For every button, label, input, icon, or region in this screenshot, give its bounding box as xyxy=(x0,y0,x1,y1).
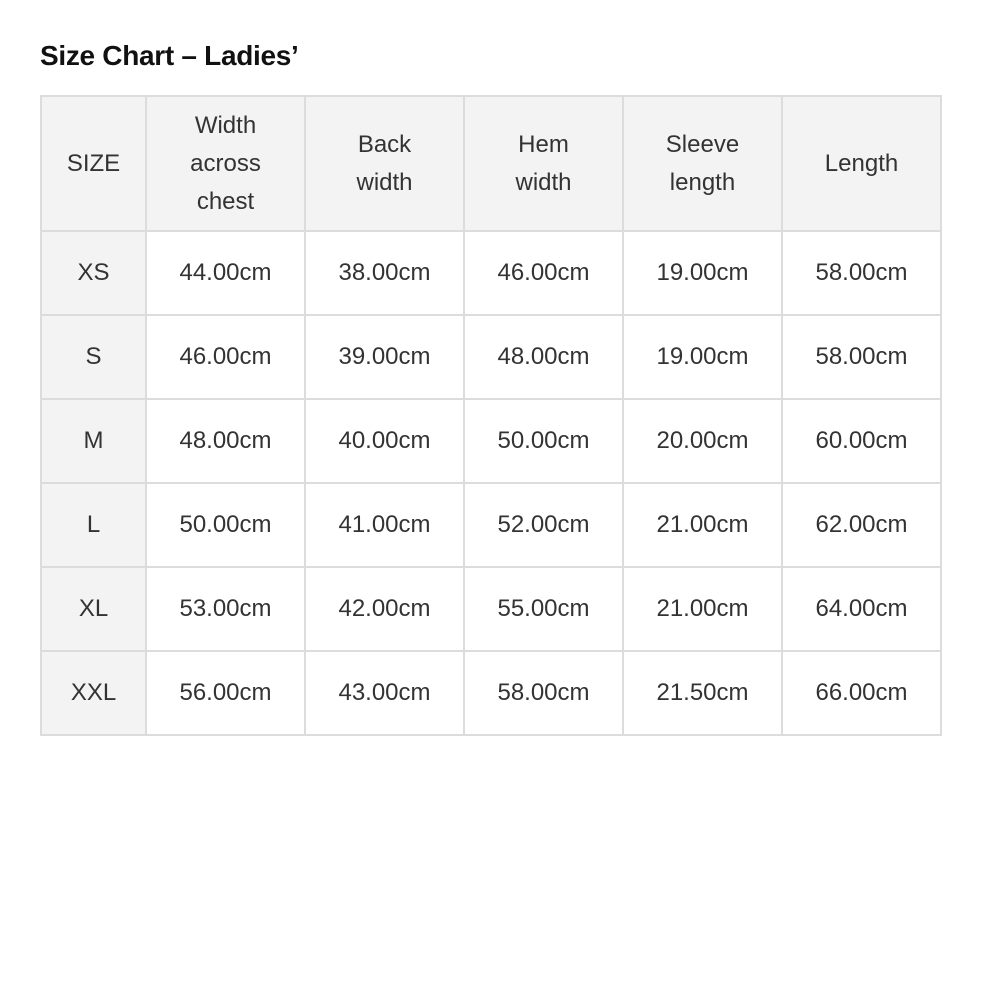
hem-width-cell: 48.00cm xyxy=(464,315,623,399)
size-cell: XL xyxy=(41,567,146,651)
header-sleeve-length-line1: Sleeve xyxy=(665,130,740,158)
sleeve-length-cell: 19.00cm xyxy=(623,231,782,315)
header-back-width-line1: Back xyxy=(357,130,412,158)
header-length-label: Length xyxy=(824,149,899,177)
back-width-cell: 38.00cm xyxy=(305,231,464,315)
header-sleeve-length xyxy=(623,96,782,231)
header-hem-width-line1: Hem xyxy=(518,130,569,158)
chest-cell: 56.00cm xyxy=(146,651,305,735)
chest-cell: 53.00cm xyxy=(146,567,305,651)
length-cell: 58.00cm xyxy=(782,315,941,399)
sleeve-length-cell: 21.50cm xyxy=(623,651,782,735)
sleeve-length-cell: 19.00cm xyxy=(623,315,782,399)
header-width-across-chest-line2: across xyxy=(190,149,261,177)
length-cell: 60.00cm xyxy=(782,399,941,483)
hem-width-cell: 58.00cm xyxy=(464,651,623,735)
hem-width-cell: 52.00cm xyxy=(464,483,623,567)
hem-width-cell: 46.00cm xyxy=(464,231,623,315)
back-width-cell: 43.00cm xyxy=(305,651,464,735)
table-row xyxy=(41,651,941,735)
size-cell: S xyxy=(41,315,146,399)
header-width-across-chest xyxy=(146,96,305,231)
table-row xyxy=(41,483,941,567)
header-length xyxy=(782,96,941,231)
chest-cell: 48.00cm xyxy=(146,399,305,483)
back-width-cell: 40.00cm xyxy=(305,399,464,483)
header-back-width xyxy=(305,96,464,231)
header-row xyxy=(41,96,941,231)
back-width-cell: 41.00cm xyxy=(305,483,464,567)
hem-width-cell: 55.00cm xyxy=(464,567,623,651)
header-back-width-line2: width xyxy=(356,168,413,196)
back-width-cell: 39.00cm xyxy=(305,315,464,399)
size-chart-table xyxy=(40,95,942,736)
chest-cell: 46.00cm xyxy=(146,315,305,399)
size-cell: M xyxy=(41,399,146,483)
table-row xyxy=(41,315,941,399)
header-hem-width xyxy=(464,96,623,231)
header-size xyxy=(41,96,146,231)
back-width-cell: 42.00cm xyxy=(305,567,464,651)
table-row xyxy=(41,567,941,651)
chest-cell: 44.00cm xyxy=(146,231,305,315)
length-cell: 58.00cm xyxy=(782,231,941,315)
header-hem-width-line2: width xyxy=(515,168,572,196)
size-cell: XS xyxy=(41,231,146,315)
size-cell: XXL xyxy=(41,651,146,735)
header-width-across-chest-line1: Width xyxy=(194,111,257,139)
table-row xyxy=(41,231,941,315)
sleeve-length-cell: 20.00cm xyxy=(623,399,782,483)
sleeve-length-cell: 21.00cm xyxy=(623,567,782,651)
length-cell: 64.00cm xyxy=(782,567,941,651)
header-width-across-chest-line3: chest xyxy=(196,187,255,215)
page-title: Size Chart – Ladies’ xyxy=(40,40,299,71)
chest-cell: 50.00cm xyxy=(146,483,305,567)
hem-width-cell: 50.00cm xyxy=(464,399,623,483)
length-cell: 62.00cm xyxy=(782,483,941,567)
header-size-label: SIZE xyxy=(66,149,121,177)
length-cell: 66.00cm xyxy=(782,651,941,735)
sleeve-length-cell: 21.00cm xyxy=(623,483,782,567)
table-row xyxy=(41,399,941,483)
header-sleeve-length-line2: length xyxy=(669,168,736,196)
size-cell: L xyxy=(41,483,146,567)
